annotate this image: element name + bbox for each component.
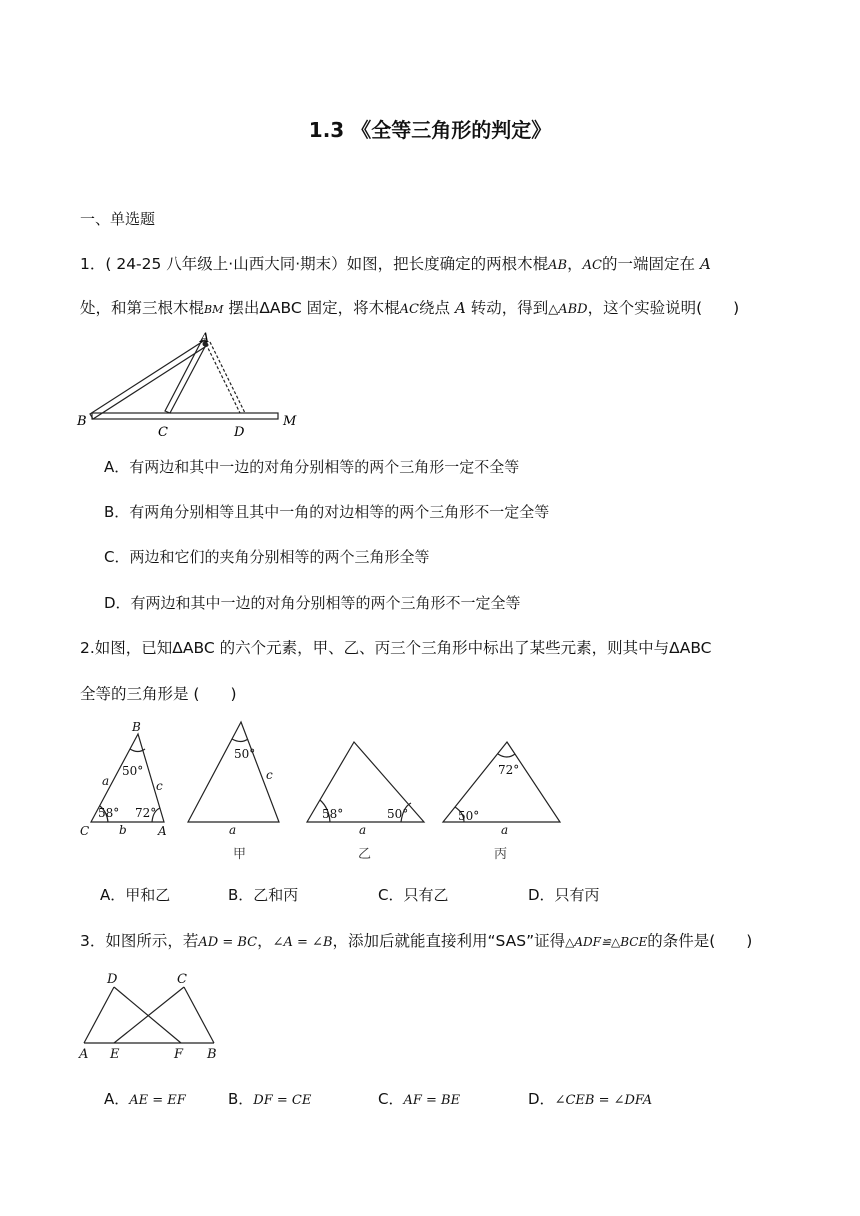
side-a: a bbox=[102, 774, 110, 788]
label-b: B bbox=[132, 720, 141, 734]
option-label: A． bbox=[104, 1090, 130, 1108]
label-a: A bbox=[79, 1047, 89, 1062]
q2-option-a[interactable]: A．甲和乙 bbox=[100, 886, 171, 904]
label-c: C bbox=[158, 425, 168, 440]
angle-label: 58° bbox=[322, 807, 344, 821]
angle-label: 50° bbox=[234, 747, 256, 761]
q1-math-a2: A bbox=[454, 299, 466, 317]
q3-option-d[interactable] bbox=[528, 1088, 652, 1109]
angle-label: 58° bbox=[98, 806, 120, 820]
label-d: D bbox=[234, 425, 245, 440]
q1-text: ，这个实验说明( ) bbox=[587, 299, 740, 317]
q1-line2 bbox=[80, 296, 739, 318]
angle-label: 50° bbox=[122, 764, 144, 778]
label-m: M bbox=[283, 414, 297, 429]
q3-text: 的条件是( ) bbox=[647, 932, 753, 950]
q1-math-abd: △ABD bbox=[548, 302, 588, 317]
option-label: D． bbox=[528, 1090, 555, 1108]
q1-text: 摆出ΔABC 固定，将木棍 bbox=[228, 299, 400, 317]
option-label: B． bbox=[228, 1090, 254, 1108]
q3-option-c[interactable] bbox=[378, 1088, 460, 1109]
q1-figure bbox=[74, 330, 314, 440]
caption-yi: 乙 bbox=[358, 847, 372, 862]
side-c: c bbox=[266, 768, 273, 782]
label-b: B bbox=[207, 1047, 217, 1062]
label-c: C bbox=[177, 972, 187, 987]
side-a: a bbox=[359, 823, 367, 837]
q1-text: 的一端固定在 bbox=[601, 255, 695, 273]
q1-math-a: A bbox=[699, 255, 711, 273]
option-label: C． bbox=[378, 1090, 404, 1108]
angle-arc bbox=[232, 739, 248, 742]
q3-figure bbox=[74, 966, 234, 1066]
side-a: a bbox=[501, 823, 509, 837]
q2-figure bbox=[74, 718, 574, 868]
angle-arc bbox=[498, 754, 515, 757]
option-expr: DF = CE bbox=[253, 1093, 312, 1108]
angle-label: 50° bbox=[458, 809, 480, 823]
angle-label: 72° bbox=[135, 806, 157, 820]
q3-option-a[interactable] bbox=[104, 1088, 186, 1109]
side-a: a bbox=[229, 823, 237, 837]
q2-option-b[interactable]: B．乙和丙 bbox=[228, 886, 299, 904]
q1-option-a[interactable]: A．有两边和其中一边的对角分别相等的两个三角形一定不全等 bbox=[104, 458, 520, 476]
stick-ad-dashed bbox=[210, 342, 245, 413]
label-b: B bbox=[77, 414, 87, 429]
q1-option-b[interactable]: B．有两角分别相等且其中一角的对边相等的两个三角形不一定全等 bbox=[104, 503, 550, 521]
q1-text: 转动，得到 bbox=[470, 299, 549, 317]
segment-ad bbox=[84, 987, 114, 1043]
q1-math-ac2: AC bbox=[399, 302, 419, 317]
q1-math-ac: AC bbox=[582, 258, 602, 273]
q1-sep: ， bbox=[567, 255, 583, 273]
q1-text: 1．( 24-25 八年级上·山西大同·期末）如图，把长度确定的两根木棍 bbox=[80, 255, 549, 273]
caption-jia: 甲 bbox=[233, 847, 247, 862]
q1-math-ab: AB bbox=[548, 258, 568, 273]
label-a: A bbox=[200, 331, 210, 346]
q1-option-c[interactable]: C．两边和它们的夹角分别相等的两个三角形全等 bbox=[104, 548, 430, 566]
angle-label: 72° bbox=[498, 763, 520, 777]
q2-option-c[interactable]: C．只有乙 bbox=[378, 886, 449, 904]
q2-line1: 2.如图，已知ΔABC 的六个元素，甲、乙、丙三个三角形中标出了某些元素，则其中与ΔABC bbox=[80, 639, 712, 657]
side-b: b bbox=[119, 823, 127, 837]
q1-line1 bbox=[80, 252, 711, 274]
q2-line2: 全等的三角形是 ( ) bbox=[80, 685, 237, 703]
label-a: A bbox=[158, 824, 167, 838]
stick-ac bbox=[165, 340, 207, 413]
q1-option-d[interactable]: D．有两边和其中一边的对角分别相等的两个三角形不一定全等 bbox=[104, 594, 521, 612]
q3-text: ， bbox=[257, 932, 273, 950]
label-c: C bbox=[80, 824, 90, 838]
option-expr: ∠CEB = ∠DFA bbox=[554, 1093, 653, 1108]
q3-text: ，添加后就能直接利用“SAS”证得 bbox=[332, 932, 566, 950]
side-c: c bbox=[156, 779, 163, 793]
q1-math-bm: BM bbox=[204, 303, 224, 316]
caption-bing: 丙 bbox=[494, 847, 508, 862]
stick-ad-dashed bbox=[206, 344, 240, 413]
label-d: D bbox=[107, 972, 118, 987]
q2-option-d[interactable]: D．只有丙 bbox=[528, 886, 600, 904]
q3-line1 bbox=[80, 929, 752, 951]
label-e: E bbox=[110, 1047, 120, 1062]
q3-option-b[interactable] bbox=[228, 1088, 311, 1109]
q1-text: 处，和第三根木棍 bbox=[80, 299, 205, 317]
label-f: F bbox=[174, 1047, 184, 1062]
q3-text: 3．如图所示，若 bbox=[80, 932, 199, 950]
angle-label: 50° bbox=[387, 807, 409, 821]
segment-bc bbox=[184, 987, 214, 1043]
stick-bm bbox=[92, 413, 278, 419]
page-title: 1.3 《全等三角形的判定》 bbox=[308, 118, 552, 142]
section-heading: 一、单选题 bbox=[80, 210, 156, 228]
option-expr: AF = BE bbox=[403, 1093, 461, 1108]
option-expr: AE = EF bbox=[129, 1093, 186, 1108]
q3-math-2: ∠A = ∠B bbox=[272, 935, 333, 950]
stick-ab bbox=[90, 340, 208, 419]
q1-text: 绕点 bbox=[418, 299, 450, 317]
q3-math-3: △ADF≌△BCE bbox=[565, 935, 648, 949]
q3-math-1: AD = BC bbox=[198, 935, 258, 950]
